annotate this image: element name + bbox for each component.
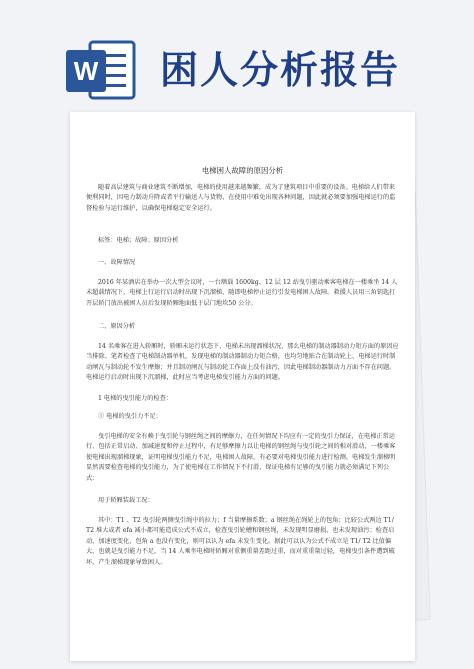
paragraph-cause-analysis: 14 名乘客在进入轿厢时，轿厢未运行状态下，电梯未出现溜梯状况，那么电梯的制动器制动力矩方面的原因应当排除。笔者检查了电梯制动器单机，发现电梯的制动器制动力矩合格，也均匀地贴合在制动轮上，电梯运行时制动闸瓦与制动轮不发生摩擦；并且制动闸瓦与制动轮工作面上没有油污，因此电梯制动器制动力方面不存在问题。电梯运行启动时出现下沉溜梯，此时应当考虑电梯曳引能力方面的问题。 [86,343,399,382]
paragraph-formula-explanation: 其中：T1 、T2 曳引轮两侧曳引绳中的拉力；f 当量摩擦系数；a 钢丝绳在绳轮上的包角；比较公式两边 T1/ T2 堆大或者 efa 减小都可能造成公式不成立，检查曳引轮槽和钢丝绳，未发现明显磨损，也未发现油污；检查启动、加速度变化，包角 a 也没有变化，则可以认为 efa 未发生变化。据此可以认为公式不成立是 T1/ T2 比值偏大，也就是曳引能力不足，当 14 人乘坐电梯时轿厢对重侧重量差距过重，而对重重量过轻，电梯曳引条件遭到破坏，产生溜梯现象导致困人。 [86,517,395,566]
banner [0,0,474,112]
paragraph-tags: 标签：电梯；故障；原因分析 [98,237,179,244]
heading-traction-check: 1 电梯的曳引能力的检查： [98,395,172,402]
paragraph-traction-insufficient: 曳引电梯的安全有赖于曳引轮与钢丝绳之间的摩擦力，在任何情况下均应有一定的曳引力保证，在电梯正常运行、包括正常启动、加减速度和停止过程中，有足够摩擦力以让电梯的钢丝绳与曳引轮之间的相对滑动，一楼乘客使电梯出现溜梯现象，证明电梯曳引能力不足，电梯困人故障，有必要对电梯曳引能力进行检测。电梯发生溜梯明显然需要检查电梯的曳引能力，为了使电梯在工作情况下不打滑，保证电梯有足够的曳引能力就必须满足下列公式： [86,433,396,482]
word-icon-letter: W [73,56,99,86]
document-title: 电梯困人故障的原因分析 [201,166,284,175]
heading-fault-situation: 一、故障情况 [98,259,136,266]
banner-title: 困人分析报告 [160,48,401,92]
paragraph-loading-condition: 用于轿厢装载工况： [98,497,154,504]
paragraph-intro: 随着高层建筑与商业建筑不断增加，电梯的使用越来越频繁，成为了建筑项目中重要的设备。电梯给人们带来便利同时，因电力制动升降或者平行输送人与货物，在使用中难免出现各种问题，因此就必须要加强电梯运行的监督检验与运行维护，以确保电梯稳定安全运行。 [86,184,396,212]
paragraph-fault-situation: 2016 年某酒店在举办一次大型会议时，一台额载 1600kg、12 层 12 站曳引驱动乘客电梯在一楼乘坐 14 人未超载情况下，电梯上行运行启动时出现下沉溜梯，随即电梯停止运行引发电梯困人故障。救援人员用三角钥匙打开层轿门放出被困人员后发现轿厢地面低于层门地坎50 公分。 [86,279,398,307]
word-document-icon [64,38,136,102]
heading-cause-analysis: 二、原因分析 [98,323,136,330]
heading-traction-insufficient: ① 电梯的曳引力不足： [98,413,162,420]
document-page [70,112,415,661]
